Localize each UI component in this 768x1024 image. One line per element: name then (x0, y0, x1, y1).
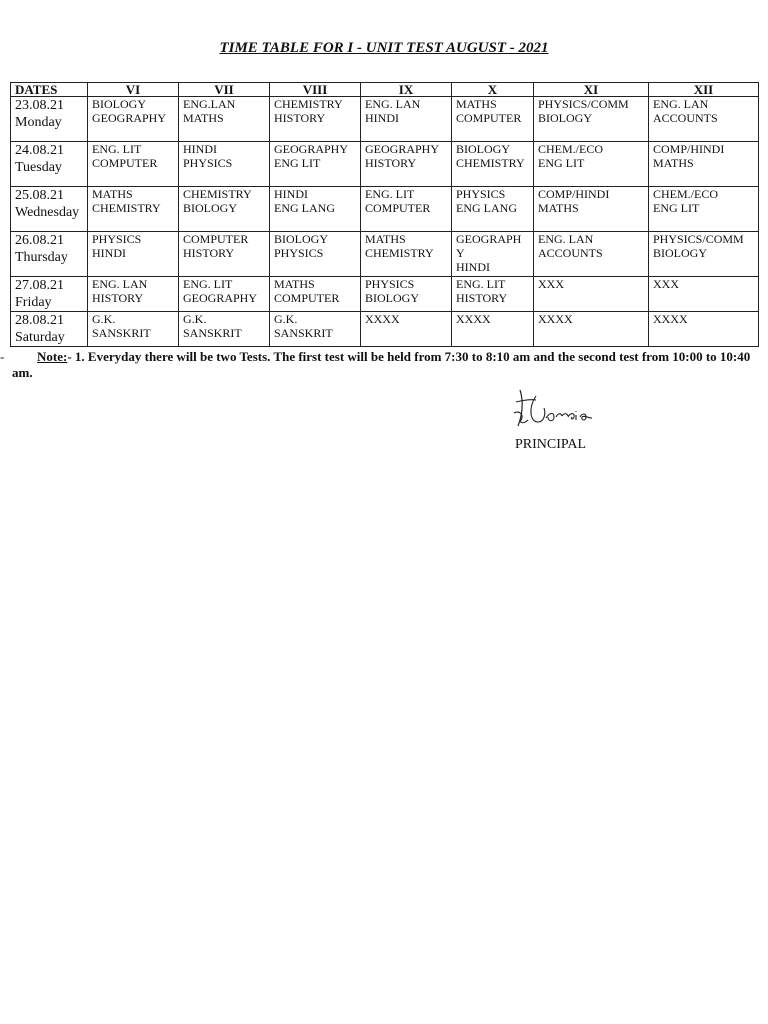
header-row (11, 83, 759, 97)
subject-name: COMPUTER (365, 201, 431, 215)
signature-text: Fr. Correia (510, 382, 515, 383)
date-value: 27.08.21 (15, 278, 64, 293)
subject-name: PHYSICS (456, 187, 506, 201)
subject-cell (361, 142, 452, 187)
note-dash: - (0, 349, 5, 364)
date-value: 24.08.21 (15, 143, 64, 158)
principal-label: PRINCIPAL (515, 437, 587, 452)
note-separator: - (67, 349, 75, 364)
subject-cell (361, 312, 452, 347)
subject-name: ENG LIT (274, 156, 321, 170)
subject-name: BIOLOGY (538, 111, 592, 125)
subject-cell (179, 142, 270, 187)
subject-name: CHEMISTRY (92, 201, 161, 215)
subject-name: BIOLOGY (92, 97, 146, 111)
subject-name: MATHS (183, 111, 224, 125)
note (0, 349, 764, 381)
subject-name: ENG. LIT (92, 142, 142, 156)
subject-name: ENG LIT (653, 201, 700, 215)
subject-name: HINDI (365, 111, 399, 125)
subject-name: MATHS (274, 277, 315, 291)
subject-name: HINDI (183, 142, 217, 156)
subject-cell (270, 142, 361, 187)
day-value: Wednesday (15, 205, 80, 220)
date-cell (11, 232, 88, 277)
subject-name: MATHS (653, 156, 694, 170)
subject-name: COMP/HINDI (538, 187, 610, 201)
column-header-xii: XII (649, 83, 759, 97)
subject-name: CHEMISTRY (274, 97, 343, 111)
principal-signature (510, 382, 600, 432)
subject-cell (270, 97, 361, 142)
column-header-dates: DATES (11, 83, 88, 97)
note-text: 1. Everyday there will be two Tests. The first test will be held from 7:30 to 8:10 am and the second test from 10:00 to 10:40 am. (12, 349, 751, 380)
day-value: Monday (15, 115, 62, 130)
subject-name: PHYSICS/COMM (538, 97, 629, 111)
subject-name: XXX (538, 277, 564, 291)
subject-name: COMP/HINDI (653, 142, 725, 156)
subject-name: BIOLOGY (653, 246, 707, 260)
subject-name: XXXX (365, 312, 400, 326)
date-cell (11, 142, 88, 187)
column-header-x: X (452, 83, 534, 97)
day-value: Friday (15, 295, 52, 310)
column-header-vii: VII (179, 83, 270, 97)
page-title: TIME TABLE FOR I - UNIT TEST AUGUST - 2021 (219, 40, 549, 56)
subject-name: BIOLOGY (274, 232, 328, 246)
subject-cell (534, 187, 649, 232)
subject-name: ENG. LAN (538, 232, 594, 246)
subject-cell (452, 187, 534, 232)
subject-name: HINDI (92, 246, 126, 260)
subject-name: MATHS (365, 232, 406, 246)
subject-name: BIOLOGY (365, 291, 419, 305)
subject-cell (534, 277, 649, 312)
subject-cell (179, 277, 270, 312)
subject-name: MATHS (538, 201, 579, 215)
subject-name: GEOGRAPHY (183, 291, 258, 305)
subject-name: ENG. LAN (653, 97, 709, 111)
date-cell (11, 277, 88, 312)
subject-cell (88, 187, 179, 232)
subject-name: COMPUTER (183, 232, 249, 246)
subject-cell (270, 312, 361, 347)
subject-cell (270, 277, 361, 312)
subject-cell (452, 232, 534, 277)
subject-name: ACCOUNTS (538, 246, 603, 260)
date-value: 28.08.21 (15, 313, 64, 328)
subject-name: ENG. LAN (365, 97, 421, 111)
date-cell (11, 97, 88, 142)
subject-name: GEOGRAPHY (365, 142, 440, 156)
subject-name: CHEM./ECO (653, 187, 719, 201)
subject-cell (179, 97, 270, 142)
subject-name: ENG LIT (538, 156, 585, 170)
subject-cell (649, 97, 759, 142)
table-row (11, 97, 759, 142)
subject-cell (361, 232, 452, 277)
date-value: 26.08.21 (15, 233, 64, 248)
subject-name: G.K. (183, 312, 207, 326)
subject-name: CHEMISTRY (183, 187, 252, 201)
day-value: Saturday (15, 330, 65, 345)
subject-name: GEOGRAPHY (456, 232, 522, 260)
subject-cell (452, 277, 534, 312)
subject-cell (179, 312, 270, 347)
date-value: 25.08.21 (15, 188, 64, 203)
subject-cell (649, 232, 759, 277)
column-header-vi: VI (88, 83, 179, 97)
note-label: Note: (37, 349, 68, 364)
subject-name: ENG. LIT (183, 277, 233, 291)
subject-cell (649, 142, 759, 187)
subject-name: ENG. LIT (365, 187, 415, 201)
date-cell (11, 312, 88, 347)
subject-cell (88, 97, 179, 142)
subject-name: ENG LANG (456, 201, 517, 215)
subject-cell (452, 312, 534, 347)
subject-cell (649, 277, 759, 312)
subject-cell (361, 277, 452, 312)
subject-cell (270, 187, 361, 232)
subject-name: PHYSICS (365, 277, 415, 291)
subject-cell (88, 277, 179, 312)
subject-name: XXX (653, 277, 679, 291)
table-row (11, 277, 759, 312)
subject-name: BIOLOGY (456, 142, 510, 156)
table-row (11, 187, 759, 232)
subject-name: HISTORY (456, 291, 508, 305)
column-header-viii: VIII (270, 83, 361, 97)
subject-name: MATHS (92, 187, 133, 201)
subject-name: SANSKRIT (274, 326, 333, 340)
subject-name: XXXX (538, 312, 573, 326)
subject-name: CHEMISTRY (365, 246, 434, 260)
table-row (11, 142, 759, 187)
subject-name: ENG. LAN (92, 277, 148, 291)
subject-cell (179, 232, 270, 277)
subject-cell (534, 97, 649, 142)
subject-name: ENG. LIT (456, 277, 506, 291)
column-header-xi: XI (534, 83, 649, 97)
subject-cell (534, 312, 649, 347)
timetable-body (11, 97, 759, 347)
subject-cell (649, 187, 759, 232)
subject-name: SANSKRIT (92, 326, 151, 340)
subject-cell (88, 142, 179, 187)
subject-cell (361, 97, 452, 142)
subject-cell (179, 187, 270, 232)
subject-name: G.K. (92, 312, 116, 326)
subject-name: HISTORY (274, 111, 326, 125)
subject-name: G.K. (274, 312, 298, 326)
subject-name: BIOLOGY (183, 201, 237, 215)
table-row (11, 312, 759, 347)
subject-cell (649, 312, 759, 347)
subject-cell (88, 232, 179, 277)
subject-name: COMPUTER (92, 156, 158, 170)
subject-name: PHYSICS (183, 156, 233, 170)
subject-name: HINDI (274, 187, 308, 201)
date-cell (11, 187, 88, 232)
subject-name: CHEM./ECO (538, 142, 604, 156)
day-value: Tuesday (15, 160, 62, 175)
subject-name: COMPUTER (274, 291, 340, 305)
subject-name: HISTORY (365, 156, 417, 170)
subject-cell (452, 142, 534, 187)
subject-name: XXXX (653, 312, 688, 326)
subject-cell (361, 187, 452, 232)
table-row (11, 232, 759, 277)
subject-name: PHYSICS/COMM (653, 232, 744, 246)
subject-name: PHYSICS (92, 232, 142, 246)
subject-cell (88, 312, 179, 347)
subject-name: MATHS (456, 97, 497, 111)
timetable (10, 82, 759, 347)
subject-cell (534, 142, 649, 187)
subject-name: ENG LANG (274, 201, 335, 215)
subject-name: HISTORY (92, 291, 144, 305)
day-value: Thursday (15, 250, 68, 265)
subject-cell (534, 232, 649, 277)
subject-name: XXXX (456, 312, 491, 326)
subject-name: HINDI (456, 260, 490, 274)
subject-cell (270, 232, 361, 277)
subject-name: GEOGRAPHY (92, 111, 167, 125)
subject-name: GEOGRAPHY (274, 142, 349, 156)
subject-name: HISTORY (183, 246, 235, 260)
subject-name: ACCOUNTS (653, 111, 718, 125)
subject-name: PHYSICS (274, 246, 324, 260)
subject-name: ENG.LAN (183, 97, 236, 111)
date-value: 23.08.21 (15, 98, 64, 113)
subject-name: COMPUTER (456, 111, 522, 125)
subject-name: CHEMISTRY (456, 156, 525, 170)
subject-cell (452, 97, 534, 142)
subject-name: SANSKRIT (183, 326, 242, 340)
column-header-ix: IX (361, 83, 452, 97)
